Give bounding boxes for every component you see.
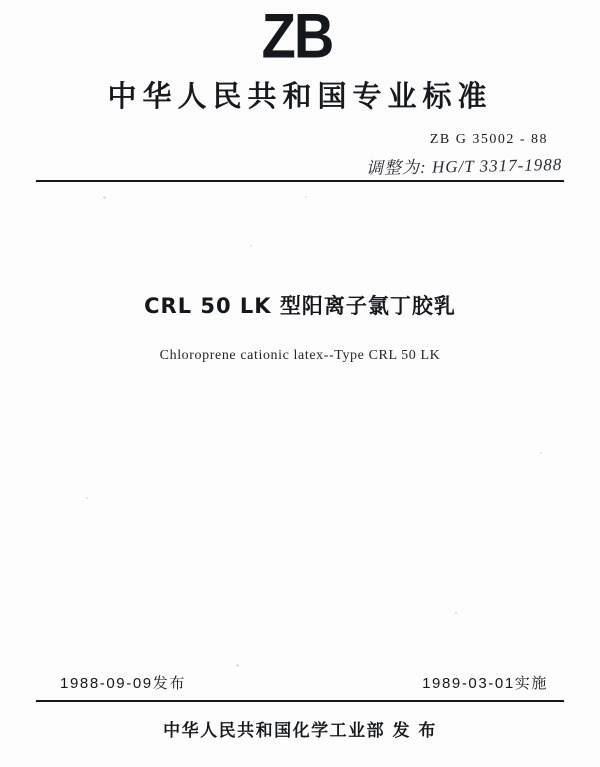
scan-speck <box>236 664 239 667</box>
scan-speck <box>305 196 307 198</box>
date-row <box>0 672 600 694</box>
scan-speck <box>540 452 542 454</box>
handwritten-revision-note: 调整为: HG/T 3317-1988 <box>365 154 563 179</box>
document-title-cn: CRL 50 LK 型阳离子氯丁胶乳 <box>144 294 456 318</box>
document-title-en: Chloroprene cationic latex--Type CRL 50 LK <box>159 348 441 363</box>
issuing-authority: 中华人民共和国化学工业部 发 布 <box>163 721 437 741</box>
zb-logo-container <box>0 0 600 71</box>
scan-speck <box>455 612 457 614</box>
scan-speck <box>103 196 106 199</box>
zb-logo: ZB <box>261 0 333 71</box>
scan-speck <box>86 497 88 499</box>
header-divider <box>36 180 564 182</box>
footer-divider <box>36 700 564 702</box>
standard-class-title: 中华人民共和国专业标准 <box>107 79 493 113</box>
effective-date: 1989-03-01实施 <box>422 675 548 692</box>
issue-date: 1988-09-09发布 <box>60 675 186 692</box>
scan-speck <box>250 245 252 247</box>
standard-number: ZB G 35002 - 88 <box>429 132 548 147</box>
